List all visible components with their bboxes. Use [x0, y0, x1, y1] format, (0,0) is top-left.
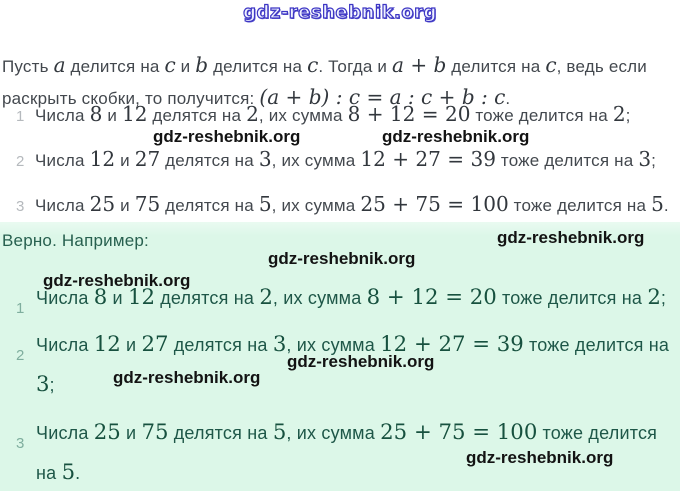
- math-fragment: (a + b) : c = a : c + b : c: [259, 85, 506, 109]
- watermark: gdz-reshebnik.org: [497, 228, 645, 247]
- text-fragment: тоже делится на: [496, 288, 648, 308]
- math-fragment: a + b: [392, 53, 447, 77]
- text-fragment: тоже делится: [537, 423, 658, 443]
- watermark: gdz-reshebnik.org: [268, 249, 416, 268]
- text-fragment: , их сумма: [271, 196, 361, 215]
- text-fragment: делится на: [65, 57, 165, 76]
- math-fragment: 5: [61, 460, 76, 485]
- problem-example-item-3: [0, 192, 674, 218]
- math-fragment: 12: [121, 102, 148, 126]
- math-fragment: 25 + 75 = 100: [360, 192, 509, 216]
- text-fragment: раскрыть скобки, то получится:: [2, 89, 260, 108]
- text-fragment: и: [120, 423, 142, 443]
- math-fragment: 3: [36, 372, 50, 397]
- math-fragment: c: [545, 53, 557, 77]
- item-text: [35, 192, 674, 218]
- math-fragment: 12: [127, 285, 155, 310]
- text-fragment: . Тогда и: [318, 57, 393, 76]
- math-fragment: 2: [612, 102, 626, 126]
- text-fragment: ;: [625, 106, 631, 125]
- text-fragment: ;: [660, 288, 667, 308]
- text-fragment: тоже делится на: [523, 335, 670, 355]
- item-text: [35, 102, 674, 128]
- text-fragment: и: [115, 196, 135, 215]
- text-fragment: делится на: [446, 57, 546, 76]
- math-fragment: 2: [259, 285, 273, 310]
- text-fragment: Пусть: [2, 57, 54, 76]
- text-fragment: ;: [651, 151, 657, 170]
- text-fragment: .: [505, 89, 511, 108]
- text-fragment: , ведь если: [556, 57, 647, 76]
- text-fragment: на: [36, 463, 62, 483]
- text-fragment: ;: [49, 375, 55, 395]
- item-number: 1: [16, 300, 25, 317]
- text-fragment: Числа: [36, 423, 94, 443]
- watermark: gdz-reshebnik.org: [43, 271, 191, 290]
- math-fragment: 27: [134, 147, 161, 171]
- item-number: 1: [16, 108, 25, 125]
- math-fragment: 3: [272, 332, 287, 357]
- math-fragment: 27: [141, 332, 169, 357]
- text-fragment: тоже делится на: [495, 151, 639, 170]
- watermark: gdz-reshebnik.org: [113, 368, 261, 387]
- watermark: gdz-reshebnik.org: [287, 352, 435, 371]
- math-fragment: 8: [93, 285, 108, 310]
- math-fragment: 5: [272, 420, 287, 445]
- text-fragment: делится на: [208, 57, 308, 76]
- text-fragment: делятся на: [160, 151, 259, 170]
- item-number: 3: [16, 198, 25, 215]
- math-fragment: c: [164, 53, 176, 77]
- math-fragment: 5: [258, 192, 272, 216]
- watermark: gdz-reshebnik.org: [382, 127, 530, 146]
- text-fragment: и: [115, 151, 135, 170]
- math-fragment: 3: [258, 147, 272, 171]
- math-fragment: 8 + 12 = 20: [347, 102, 471, 126]
- math-fragment: 75: [134, 192, 161, 216]
- math-fragment: 25 + 75 = 100: [380, 420, 538, 445]
- item-text: [35, 147, 674, 173]
- math-fragment: a: [53, 53, 66, 77]
- text-fragment: , их сумма: [258, 106, 348, 125]
- math-fragment: 75: [141, 420, 169, 445]
- math-fragment: 12: [89, 147, 116, 171]
- math-fragment: 8 + 12 = 20: [366, 285, 497, 310]
- math-fragment: 3: [638, 147, 652, 171]
- text-fragment: делятся на: [160, 196, 259, 215]
- math-fragment: 5: [651, 192, 664, 216]
- text-fragment: Числа: [35, 106, 90, 125]
- problem-example-item-2: [0, 147, 674, 173]
- text-fragment: делятся на: [147, 106, 247, 125]
- text-fragment: делятся на: [168, 335, 273, 355]
- answer-heading: Верно. Например:: [2, 231, 149, 250]
- math-fragment: 25: [93, 420, 121, 445]
- math-fragment: 2: [246, 102, 259, 126]
- problem-example-item-1: [0, 102, 674, 128]
- text-fragment: .: [663, 196, 669, 215]
- text-fragment: и: [102, 106, 122, 125]
- text-fragment: Числа: [35, 151, 90, 170]
- watermark: gdz-reshebnik.org: [153, 127, 301, 146]
- text-fragment: .: [75, 463, 81, 483]
- math-fragment: b: [195, 53, 209, 77]
- problem-section: [0, 0, 680, 222]
- math-fragment: 2: [647, 285, 661, 310]
- text-fragment: тоже делится на: [508, 196, 652, 215]
- text-fragment: Числа: [36, 335, 94, 355]
- text-fragment: Числа: [35, 196, 90, 215]
- item-number: 2: [16, 347, 25, 364]
- math-fragment: 12 + 27 = 39: [380, 332, 524, 357]
- text-fragment: , их сумма: [272, 288, 367, 308]
- text-fragment: делятся на: [168, 423, 273, 443]
- site-watermark-header: gdz-reshebnik.org: [243, 2, 437, 23]
- watermark: gdz-reshebnik.org: [466, 448, 614, 467]
- math-fragment: 25: [89, 192, 116, 216]
- text-fragment: делятся на: [155, 288, 260, 308]
- text-fragment: и: [120, 335, 142, 355]
- text-fragment: , их сумма: [286, 423, 381, 443]
- item-number: 2: [16, 153, 25, 170]
- math-fragment: 12: [93, 332, 121, 357]
- text-fragment: Числа: [36, 288, 94, 308]
- item-number: 3: [16, 435, 25, 452]
- text-fragment: , их сумма: [286, 335, 381, 355]
- text-fragment: и: [107, 288, 128, 308]
- math-fragment: 8: [89, 102, 103, 126]
- text-fragment: тоже делится на: [470, 106, 613, 125]
- math-fragment: 12 + 27 = 39: [360, 147, 496, 171]
- text-fragment: , их сумма: [271, 151, 361, 170]
- text-fragment: и: [175, 57, 196, 76]
- math-fragment: c: [307, 53, 319, 77]
